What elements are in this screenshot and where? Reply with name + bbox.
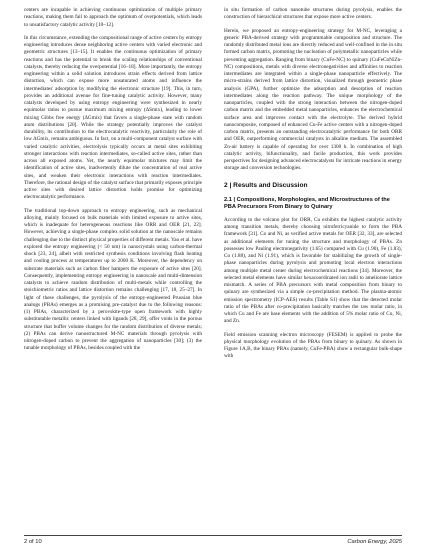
section-heading: 2 | Results and Discussion: [224, 181, 308, 189]
body-paragraph: According to the volcano plot for ORR, Cu exhibits the highest catalytic activity among transition metals, thereby choosing nitroferricyanide to form the PBA framework [31]. Co and Ni, as verified active metals for OER [32, 33], are selected as additional elements for tuning the structure and morphology of PBAs. Zn possesses low Pauling electronegativity (1.65) compared with Cu (1.90), Fe (1.83), Co (1.88), and Ni (1.91), which is favorable for stabilizing the growth of single-phase nanoparticles during pyrolysis and promoting local electron interactions among multiple metal center during electrochemical reactions [34]. Moreover, the selected metal elements have similar hexacoordinated ion radii to ameliorate lattice mismatch. A series of PBA precursors with metal composition from binary to quinary are synthesized via a simple co-precipitation method. The plasma-atomic emission spectrometry (ICP-AES) results (Table S1) show that the detected molar ratio of the PBAs after co-precipitation basically matches the raw molar ratio, in which Cu and Fe are base elements with the addition of 5% molar ratio of Co, Ni, and Zn.: [224, 216, 402, 325]
left-column: [24, 7, 202, 359]
subsection-heading: 2.1 | Compositions, Morphologies, and Microstructures of the PBA Precursors From Binary to Quinary: [224, 196, 390, 210]
right-column: [224, 7, 402, 367]
body-paragraph: In this circumstance, extending the compositional range of active centers by entropy engineering introduces dense neighboring active centers with varied electronic and geometric structures [13–15]. It enables the continuous optimization of primary reactions and has the potential to break the scaling relationships of conventional catalysts, thereby reducing the overpotential [16–18]. More importantly, the entropy engineering within a solid solution introduces strain effects derived from lattice distortion, which can expose more unsaturated atoms and influence the intermediates' adsorption by modifying the electronic structure [19]. This, in turn, provides an additional avenue for fine-tuning catalytic activity. However, many catalysts developed by using entropy engineering were synthesized in nearly equimolar ratios to pursue maximum mixing entropy (ΔSmix), leading to lower mixing Gibbs free energy (ΔGmix) that favors a single-phase state with random atom distributions [20]. While the strategy potentially improves the catalyst durability, its contribution to the electrocatalytic reactivity, particularly the role of low ΔGmix, remains ambiguous. In fact, on a multi-component catalyst surface with varied catalytic activities, electrolysis typically occurs at metal sites exhibiting stronger interactions with reaction intermediates, so-called active sites, rather than across all exposed atoms. Yet, the nearly equimolar mixtures may limit the identification of active sites, inadvertently dilute the concentration of real active sites, and weaken their electronic interactions with reaction intermediates. Therefore, the rational design of the catalyst surface that primarily exposes principle active sites with desired lattice distortion holds promise for optimizing electrocatalytic performance.: [24, 34, 202, 201]
body-paragraph: in situ formation of carbon nanotube structures during pyrolysis, enables the construction of hierarchical structures that expose more active centers.: [224, 7, 402, 21]
body-paragraph: The traditional top-down approach to entropy engineering, such as mechanical alloying, mainly focused on bulk materials with limited exposure to active sites, which is inadequate for heterogeneous reactions like ORR and OER [21, 22]. However, achieving a single-phase complex solid solution at the nanoscale remains challenging due to the distinct physical properties of different metals. Yao et al. have explored the entropy engineering (< 50 nm) in nanocrystals using carbon-thermal shock [23, 24], albeit with restricted synthesis conditions involving flash heating and cooling process at temperatures up to 2000 K. Moreover, the dependency on substrate materials such as carbon fiber hampers the exposure of active sites [20]. Consequently, implementing entropy engineering in nanoscale and multi-dimension catalysts to achieve random distribution of multi-metals while controlling the stoichiometric ratios and lattice distortion remains challenging [17, 18, 25–27]. In light of these challenges, the pyrolysis of the entropy-engineered Prussian blue analogs (PBAs) emerges as a promising pre-catalyst due to the following reasons: (1) PBAs, characterized by a perovskite-type open framework with highly substitutable metallic centers linked with ligands [28, 29], offer voids in the porous structure that buffer volume changes for the random distribution of diverse metals; (2) PBAs can derive nanostructured M-NC materials through pyrolysis with nitrogen-doped carbon to prevent the aggregation of nanoparticles [30]; (3) the tunable morphology of PBAs, besides coupled with the: [24, 207, 202, 352]
footer-divider: [24, 535, 402, 536]
body-paragraph: Field emission scanning electron microscopy (FESEM) is applied to probe the physical morphology evolution of the PBAs from binary to quinary. As shown in Figure 1A,B, the binary PBAs (namely, CuFe-PBA) show a rectangular bulk-shape with: [224, 331, 402, 360]
page-number: 2 of 10: [24, 539, 42, 545]
journal-name: Carbon Energy, 2025: [347, 539, 402, 545]
body-paragraph: centers are incapable in achieving continuous optimization of multiple primary reactions, making them fail to approach the optimum of overpotentials, which leads to unsatisfactory catalytic activity [10–12].: [24, 7, 202, 28]
body-paragraph: Herein, we proposed an entropy-engineering strategy for M-NC, leveraging a generic PBA-derived strategy with programmable composition and structure. The randomly distributed metal ions are directly reduced and well-confined in the in situ formed carbon matrix, promoting the nucleation of polymetallic nanoparticles while preventing aggregation. Ranging from binary (CuFe-NC) to quinary (CuFeCoNiZn-NC) compositions, metals with diverse electronegativities and affinities to reaction intermediates are integrated within a single-phase nanoparticle effectively. The micro-strains derived from lattice distortion, visualized through geometric phase analysis (GPA), further optimize the adsorption and desorption of reaction intermediates along the reaction pathway. The unique morphology of the nanoparticles, coupled with the strong interaction between the nitrogen-doped carbon matrix and the embedded metal nanoparticles, enhances the electrochemical surface area and improves contact with the electrolyte. The derived hybrid nanocomposite, composed of enhanced Cu-Fe active centers with a nitrogen-doped carbon matrix, presents an outstanding electrocatalytic performance for both ORR and OER, outperforming commercial catalysts in alkaline medium. The assembled Zn-air battery is capable of operating for over 1300 h. In combination of high catalytic activity, bifunctionality, and facile production, this work provides perspectives for designing advanced electrocatalysts for intricate reactions in energy storage and conversion technologies.: [224, 27, 402, 172]
